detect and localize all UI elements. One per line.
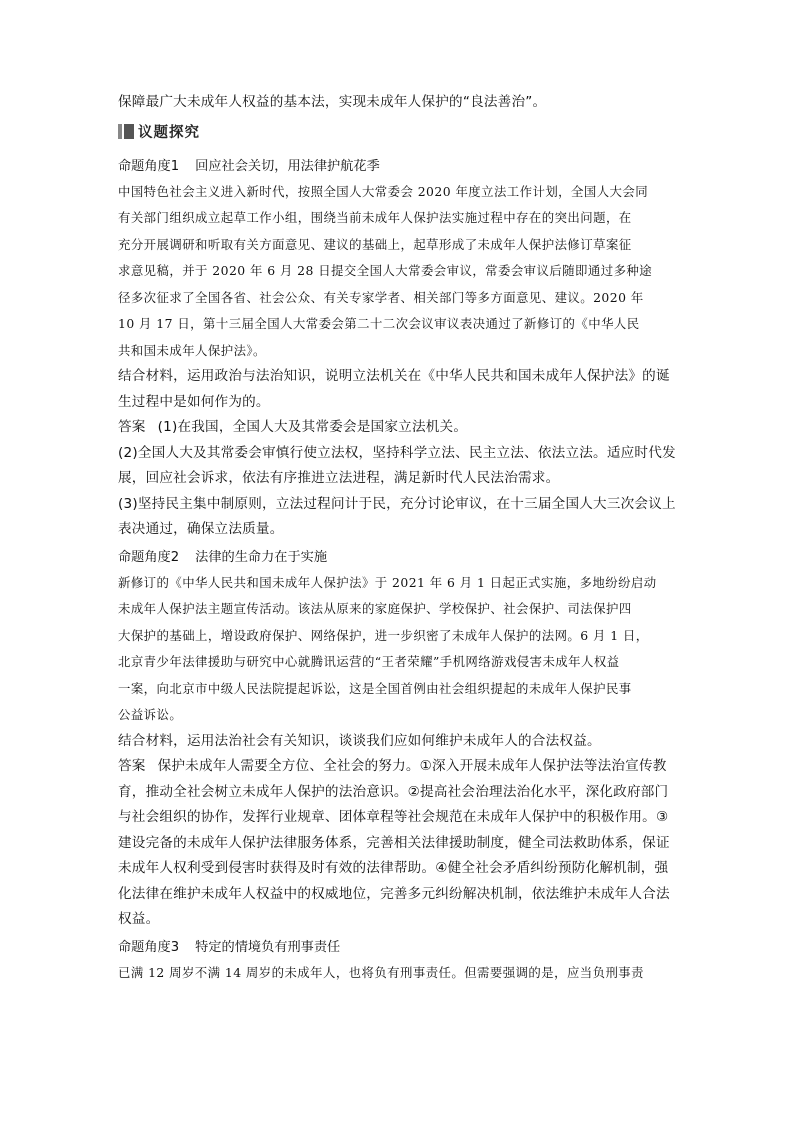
material-line: 充分开展调研和听取有关方面意见、建议的基础上，起草形成了未成年人保护法修订草案征	[118, 236, 632, 252]
angle-title: 特定的情境负有刑事责任	[195, 939, 341, 955]
question-block-1	[118, 364, 678, 415]
material-block-2	[118, 570, 678, 729]
material-line: 共和国未成年人保护法》。	[118, 342, 266, 358]
material-line: 已满 12 周岁不满 14 周岁的未成年人，也将负有刑事责任。但需要强调的是，应当负刑事责	[118, 964, 644, 980]
material-line: 大保护的基础上，增设政府保护、网络保护，进一步织密了未成年人保护的法网。6 月 1 日，	[118, 627, 649, 643]
intro-line: 保障最广大未成年人权益的基本法，实现未成年人保护的“良法善治”。	[118, 94, 547, 110]
answer-line: 表决通过，确保立法质量。	[118, 521, 284, 537]
angle-title: 法律的生命力在于实施	[195, 549, 328, 565]
answer-line: 建设完备的未成年人保护法律服务体系，完善相关法律援助制度，健全司法救助体系，保证	[118, 834, 670, 851]
question-line: 结合材料，运用法治社会有关知识，谈谈我们应如何维护未成年人的合法权益。	[118, 732, 601, 749]
question-line: 生过程中是如何作为的。	[118, 393, 270, 410]
angle-heading-2	[118, 545, 678, 570]
answer-line: 展，回应社会诉求，依法有序推进立法进程，满足新时代人民法治需求。	[118, 470, 560, 486]
angle-title: 回应社会关切，用法律护航花季	[195, 158, 380, 174]
answer-line: 与社会组织的协作，发挥行业规章、团体章程等社会规范在未成年人保护中的积极作用。③	[118, 809, 669, 825]
section-marker-light	[118, 124, 122, 139]
answer-block-2	[118, 754, 678, 933]
answer-line: (3)坚持民主集中制原则，立法过程问计于民，充分讨论审议，在十三届全国人大三次会议上	[118, 495, 676, 512]
material-line: 未成年人保护法主题宣传活动。该法从原来的家庭保护、学校保护、社会保护、司法保护四	[118, 601, 632, 616]
answer-text: (1)在我国，全国人大及其常委会是国家立法机关。	[157, 419, 468, 435]
answer-label: 答案	[118, 758, 146, 774]
answer-label: 答案	[118, 419, 146, 435]
answer-line-first	[118, 754, 678, 780]
material-line: 中国特色社会主义进入新时代，按照全国人大常委会 2020 年度立法工作计划，全国人大会同	[118, 183, 649, 199]
answer-block-1	[118, 415, 678, 543]
material-line: 有关部门组织成立起草工作小组，围绕当前未成年人保护法实施过程中存在的突出问题，在	[118, 210, 632, 225]
angle-heading-1	[118, 154, 678, 179]
angle-label: 命题角度2	[118, 549, 180, 565]
angle-label: 命题角度3	[118, 939, 180, 955]
material-line: 新修订的《中华人民共和国未成年人保护法》于 2021 年 6 月 1 日起正式实施，多地纷纷启动	[118, 574, 657, 590]
material-block-3	[118, 960, 678, 987]
material-line: 径多次征求了全国各省、社会公众、有关专家学者、相关部门等多方面意见、建议。2020 年	[118, 289, 644, 305]
answer-line: 化法律在维护未成年人权益中的权威地位，完善多元纠纷解决机制，依法维护未成年人合法	[118, 885, 670, 902]
material-line: 一案，向北京市中级人民法院提起诉讼，这是全国首例由社会组织提起的未成年人保护民事	[118, 680, 632, 696]
section-marker-dark	[124, 124, 134, 139]
material-block-1	[118, 179, 678, 365]
answer-line: 权益。	[118, 911, 160, 927]
material-line: 公益诉讼。	[118, 707, 183, 722]
material-line: 北京青少年法律援助与研究中心就腾讯运营的“王者荣耀”手机网络游戏侵害未成年人权益	[118, 654, 620, 669]
angle-heading-3	[118, 935, 678, 960]
material-line: 求意见稿，并于 2020 年 6 月 28 日提交全国人大常委会审议，常委会审议后随即通过多种途	[118, 263, 653, 278]
angle-label: 命题角度1	[118, 158, 180, 174]
answer-line-first	[118, 415, 678, 441]
document-page	[118, 90, 678, 986]
section-header	[118, 118, 678, 146]
answer-line: 育，推动全社会树立未成年人保护的法治意识。②提高社会治理法治化水平，深化政府部门	[118, 783, 669, 800]
answer-line: 未成年人权利受到侵害时获得及时有效的法律帮助。④健全社会矛盾纠纷预防化解机制，强	[118, 860, 669, 876]
material-line: 10 月 17 日，第十三届全国人大常委会第二十二次会议审议表决通过了新修订的《中华人民	[118, 316, 640, 331]
answer-text: 保护未成年人需要全方位、全社会的努力。①深入开展未成年人保护法等法治宣传教	[157, 758, 667, 774]
section-title: 议题探究	[138, 125, 200, 141]
answer-line: (2)全国人大及其常委会审慎行使立法权，坚持科学立法、民主立法、依法立法。适应时代发	[118, 444, 676, 461]
question-line: 结合材料，运用政治与法治知识，说明立法机关在《中华人民共和国未成年人保护法》的诞	[118, 368, 670, 384]
question-block-2	[118, 729, 678, 755]
